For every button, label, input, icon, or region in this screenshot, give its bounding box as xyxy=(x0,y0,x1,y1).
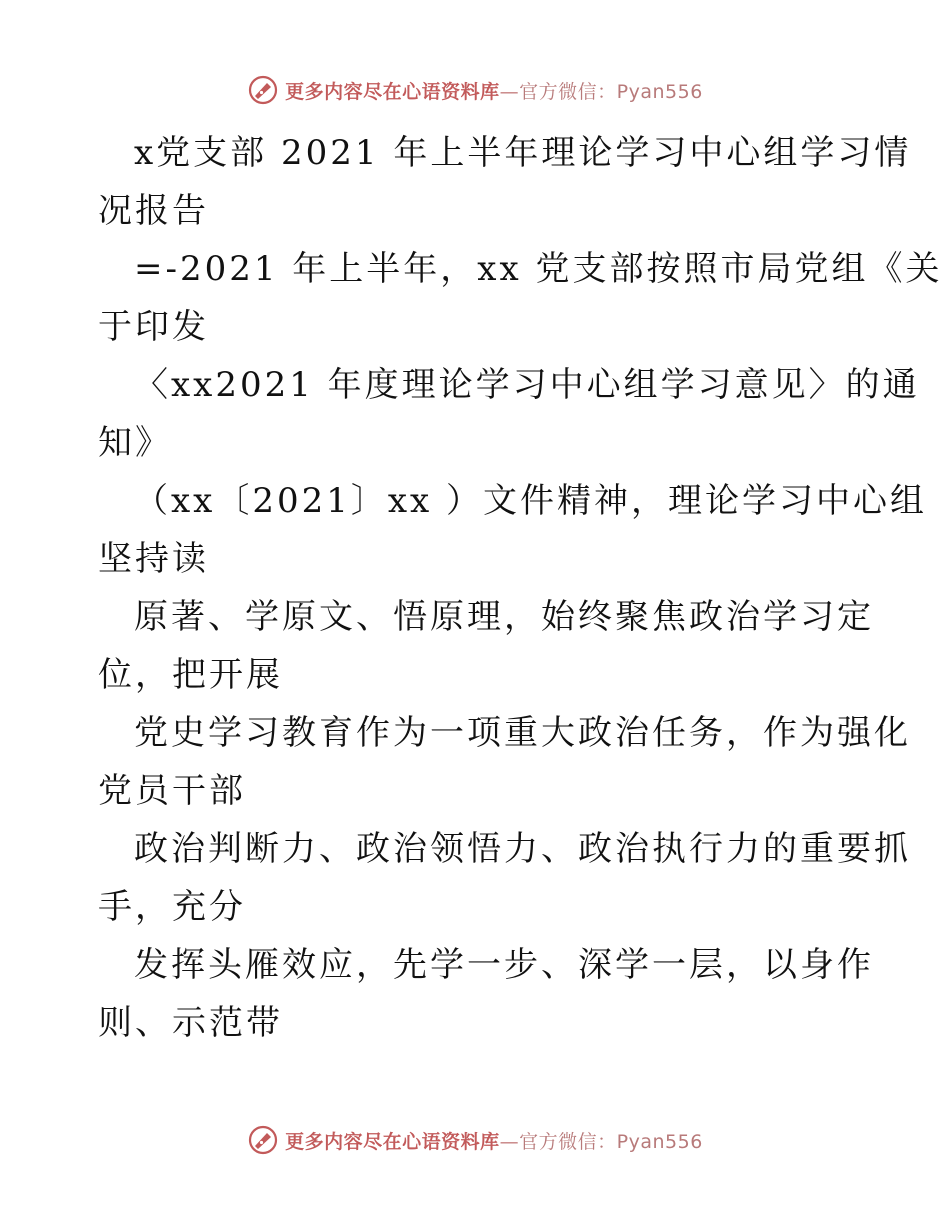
watermark-suffix: 官方微信：Pyan556 xyxy=(519,1130,703,1153)
paragraph-line: 政治判断力、政治领悟力、政治执行力的重要抓 xyxy=(134,829,911,869)
pen-nib-logo-icon xyxy=(247,74,279,106)
paragraph-line: 〈xx2021 年度理论学习中心组学习意见〉的通 xyxy=(134,365,920,405)
watermark-prefix: 更多内容尽在心语资料库 xyxy=(285,1130,500,1153)
watermark-dash: — xyxy=(499,1130,520,1153)
header-watermark xyxy=(0,70,950,110)
footer-watermark xyxy=(0,1120,950,1160)
watermark-prefix: 更多内容尽在心语资料库 xyxy=(285,80,500,103)
watermark-dash: — xyxy=(499,80,520,103)
paragraph-line: （xx〔2021〕xx ）文件精神，理论学习中心组 xyxy=(134,481,928,521)
paragraph-line: 手，充分 xyxy=(98,887,246,927)
paragraph-line: 于印发 xyxy=(98,307,209,347)
paragraph-line: 则、示范带 xyxy=(98,1003,283,1043)
paragraph-line: 原著、学原文、悟原理，始终聚焦政治学习定 xyxy=(134,597,874,637)
document-title-line-1: x党支部 2021 年上半年理论学习中心组学习情 xyxy=(134,133,912,173)
paragraph-line: 坚持读 xyxy=(98,539,209,579)
watermark-text xyxy=(285,77,703,104)
paragraph-line: =-2021 年上半年，xx 党支部按照市局党组《关 xyxy=(134,249,943,289)
document-title-line-2: 况报告 xyxy=(98,191,209,231)
watermark-text xyxy=(285,1127,703,1154)
watermark-suffix: 官方微信：Pyan556 xyxy=(519,80,703,103)
document-body xyxy=(98,124,943,1052)
paragraph-line: 知》 xyxy=(98,423,172,463)
paragraph-line: 发挥头雁效应，先学一步、深学一层，以身作 xyxy=(134,945,874,985)
pen-nib-logo-icon xyxy=(247,1124,279,1156)
paragraph-line: 位，把开展 xyxy=(98,655,283,695)
paragraph-line: 党员干部 xyxy=(98,771,246,811)
paragraph-line: 党史学习教育作为一项重大政治任务，作为强化 xyxy=(134,713,911,753)
